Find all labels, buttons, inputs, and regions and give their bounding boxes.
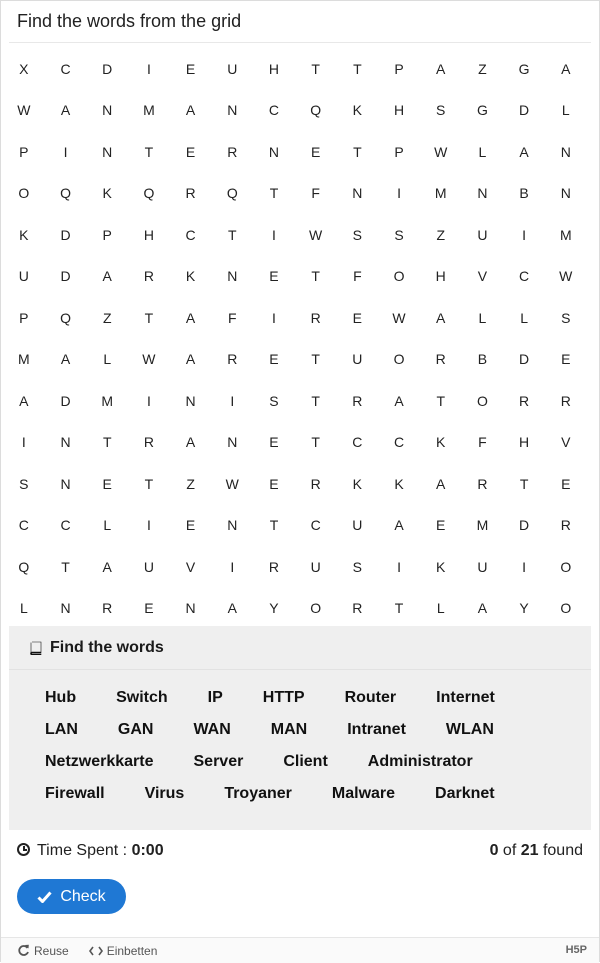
grid-cell[interactable]: A: [394, 517, 404, 534]
grid-cell[interactable]: M: [18, 351, 30, 368]
grid-cell[interactable]: R: [310, 309, 321, 326]
grid-cell[interactable]: R: [519, 392, 530, 409]
grid-cell[interactable]: T: [436, 392, 445, 409]
grid-cell[interactable]: K: [185, 268, 196, 285]
grid-cell[interactable]: S: [436, 102, 446, 119]
grid-cell[interactable]: C: [60, 517, 71, 534]
grid-cell[interactable]: M: [143, 102, 155, 119]
grid-cell[interactable]: D: [519, 351, 530, 368]
grid-cell[interactable]: H: [268, 60, 280, 77]
grid-cell[interactable]: R: [352, 600, 363, 617]
grid-cell[interactable]: U: [18, 268, 29, 285]
grid-cell[interactable]: L: [103, 351, 112, 368]
grid-cell[interactable]: Z: [478, 60, 487, 77]
grid-cell[interactable]: W: [392, 309, 406, 326]
grid-cell[interactable]: W: [225, 475, 239, 492]
word-item: WLAN: [445, 721, 494, 738]
grid-cell[interactable]: R: [143, 434, 154, 451]
grid-cell[interactable]: I: [272, 226, 276, 243]
reuse-icon: [17, 944, 30, 957]
grid-cell[interactable]: K: [19, 226, 29, 243]
grid-cell[interactable]: T: [394, 600, 404, 617]
stats-bar: [17, 841, 583, 861]
grid-cell[interactable]: A: [19, 392, 29, 409]
grid-cell[interactable]: C: [310, 517, 321, 534]
grid-cell[interactable]: P: [394, 143, 404, 160]
grid-cell[interactable]: S: [269, 392, 279, 409]
grid-cell[interactable]: A: [102, 558, 112, 575]
grid-cell[interactable]: K: [394, 475, 404, 492]
grid-cell[interactable]: A: [477, 600, 488, 617]
grid-cell[interactable]: R: [352, 392, 363, 409]
check-button[interactable]: [17, 879, 126, 914]
grid-cell[interactable]: A: [436, 60, 446, 77]
grid-cell[interactable]: E: [269, 434, 279, 451]
grid-cell[interactable]: H: [393, 102, 405, 119]
grid-cell[interactable]: L: [436, 600, 445, 617]
checkmark-icon: [37, 891, 52, 903]
word-item: Virus: [144, 785, 185, 802]
grid-cell[interactable]: E: [144, 600, 154, 617]
embed-label: Einbetten: [106, 943, 158, 958]
grid-cell[interactable]: D: [519, 102, 530, 119]
grid-cell[interactable]: P: [19, 143, 29, 160]
title-divider: [9, 42, 591, 43]
grid-cell[interactable]: I: [230, 558, 235, 575]
grid-cell[interactable]: I: [21, 434, 26, 451]
grid-cell[interactable]: T: [311, 351, 320, 368]
grid-cell[interactable]: Q: [60, 309, 71, 326]
grid-cell[interactable]: I: [146, 60, 151, 77]
grid-cell[interactable]: N: [352, 185, 363, 202]
time-spent: [17, 842, 164, 860]
grid-cell[interactable]: E: [436, 517, 446, 534]
grid-cell[interactable]: N: [185, 600, 196, 617]
word-item: WAN: [193, 721, 231, 738]
grid-cell[interactable]: A: [185, 102, 196, 119]
grid-cell[interactable]: E: [102, 475, 112, 492]
grid-cell[interactable]: S: [19, 475, 29, 492]
grid-cell[interactable]: N: [227, 268, 238, 285]
word-item: Router: [344, 689, 397, 706]
grid-cell[interactable]: K: [436, 434, 446, 451]
grid-cell[interactable]: F: [311, 185, 320, 202]
grid-cell[interactable]: W: [17, 102, 31, 119]
grid-cell[interactable]: N: [477, 185, 488, 202]
word-item: Darknet: [435, 785, 495, 802]
grid-cell[interactable]: L: [561, 102, 570, 119]
time-value: 0:00: [131, 842, 164, 859]
grid-cell[interactable]: T: [311, 434, 320, 451]
grid-cell[interactable]: R: [268, 558, 280, 575]
grid-cell[interactable]: N: [560, 143, 571, 160]
grid-cell[interactable]: I: [272, 309, 276, 326]
grid-cell[interactable]: F: [353, 268, 362, 285]
grid-cell[interactable]: G: [476, 102, 488, 119]
word-item: HTTP: [262, 689, 305, 706]
grid-cell[interactable]: S: [394, 226, 404, 243]
grid-cell[interactable]: E: [352, 309, 363, 326]
grid-cell[interactable]: N: [227, 434, 238, 451]
word-item: Firewall: [45, 785, 105, 802]
grid-cell[interactable]: S: [561, 309, 571, 326]
grid-cell[interactable]: T: [102, 434, 112, 451]
grid-cell[interactable]: U: [352, 517, 363, 534]
grid-cell[interactable]: E: [185, 60, 196, 77]
grid-cell[interactable]: Y: [519, 600, 529, 617]
grid-cell[interactable]: P: [394, 60, 404, 77]
grid-cell[interactable]: N: [60, 434, 71, 451]
grid-cell[interactable]: P: [19, 309, 29, 326]
grid-cell[interactable]: N: [185, 392, 196, 409]
words-panel-header: [9, 626, 591, 670]
grid-cell[interactable]: R: [435, 351, 446, 368]
grid-cell[interactable]: D: [102, 60, 113, 77]
grid-cell[interactable]: R: [227, 351, 238, 368]
grid-cell[interactable]: L: [520, 309, 528, 326]
grid-cell[interactable]: V: [477, 268, 488, 285]
grid-cell[interactable]: T: [144, 309, 154, 326]
task-title: Find the words from the grid: [17, 11, 242, 31]
check-button-label: Check: [60, 887, 106, 905]
grid-cell[interactable]: C: [519, 268, 530, 285]
word-item: Server: [193, 753, 244, 770]
grid-cell[interactable]: I: [397, 558, 401, 575]
found-count: 0: [489, 842, 499, 859]
word-item: Netzwerkkarte: [45, 753, 154, 770]
grid-cell[interactable]: T: [228, 226, 237, 243]
grid-cell[interactable]: A: [60, 102, 71, 119]
grid-cell[interactable]: F: [478, 434, 487, 451]
grid-cell[interactable]: W: [434, 143, 448, 160]
grid-cell[interactable]: C: [18, 517, 29, 534]
grid-cell[interactable]: U: [143, 558, 154, 575]
word-item: Hub: [45, 689, 77, 706]
grid-cell[interactable]: U: [352, 351, 363, 368]
grid-cell[interactable]: I: [63, 143, 68, 160]
grid-cell[interactable]: N: [560, 185, 571, 202]
footer: [1, 937, 599, 963]
grid-cell[interactable]: O: [476, 392, 488, 409]
grid-cell[interactable]: C: [268, 102, 280, 119]
grid-cell[interactable]: N: [268, 143, 280, 160]
word-item: Administrator: [367, 753, 473, 770]
grid-cell[interactable]: T: [144, 475, 154, 492]
grid-cell[interactable]: R: [310, 475, 321, 492]
grid-cell[interactable]: I: [397, 185, 401, 202]
found-text: found: [538, 842, 583, 859]
grid-cell[interactable]: X: [19, 60, 29, 77]
h5p-logo[interactable]: H5P: [565, 944, 587, 956]
grid-cell[interactable]: M: [101, 392, 114, 409]
grid-cell[interactable]: O: [18, 185, 30, 202]
grid-cell[interactable]: T: [519, 475, 529, 492]
grid-cell[interactable]: I: [522, 558, 527, 575]
grid-cell[interactable]: U: [227, 60, 238, 77]
grid-cell[interactable]: B: [519, 185, 529, 202]
grid-cell[interactable]: T: [353, 143, 362, 160]
grid-cell[interactable]: R: [143, 268, 154, 285]
word-item: Internet: [436, 689, 495, 706]
book-icon: [29, 641, 43, 655]
grid-cell[interactable]: T: [144, 143, 154, 160]
code-icon: [89, 946, 103, 956]
time-label: Time Spent :: [37, 842, 132, 859]
grid-cell[interactable]: N: [60, 475, 71, 492]
grid-cell[interactable]: O: [560, 558, 572, 575]
words-panel-heading: Find the words: [50, 638, 164, 656]
grid-cell[interactable]: D: [60, 268, 71, 285]
grid-cell[interactable]: T: [353, 60, 362, 77]
grid-cell[interactable]: E: [561, 475, 571, 492]
grid-cell[interactable]: E: [269, 268, 279, 285]
grid-cell[interactable]: I: [230, 392, 235, 409]
grid-cell[interactable]: N: [227, 102, 238, 119]
grid-cell[interactable]: T: [311, 268, 320, 285]
grid-cell[interactable]: Q: [60, 185, 71, 202]
grid-cell[interactable]: R: [560, 392, 571, 409]
word-item: Troyaner: [224, 785, 292, 802]
grid-cell[interactable]: V: [185, 558, 196, 575]
word-item: LAN: [45, 721, 78, 738]
grid-cell[interactable]: E: [561, 351, 571, 368]
grid-cell[interactable]: E: [310, 143, 321, 160]
grid-cell[interactable]: T: [61, 558, 70, 575]
grid-cell[interactable]: O: [393, 268, 405, 285]
grid-cell[interactable]: Y: [269, 600, 279, 617]
grid-cell[interactable]: I: [146, 392, 151, 409]
grid-cell[interactable]: C: [352, 434, 363, 451]
grid-cell[interactable]: T: [269, 185, 279, 202]
words-panel: [9, 626, 591, 830]
grid-cell[interactable]: A: [60, 351, 71, 368]
clock-icon: [17, 843, 30, 856]
grid-cell[interactable]: A: [394, 392, 404, 409]
grid-cell[interactable]: O: [393, 351, 405, 368]
grid-cell[interactable]: O: [560, 600, 572, 617]
reuse-link[interactable]: [17, 944, 69, 958]
grid-cell[interactable]: Z: [102, 309, 112, 326]
grid-cell[interactable]: G: [518, 60, 530, 77]
grid-cell[interactable]: I: [146, 517, 151, 534]
found-counter: [490, 842, 583, 860]
word-item: Switch: [116, 689, 168, 706]
grid-cell[interactable]: R: [227, 143, 238, 160]
grid-cell[interactable]: N: [60, 600, 71, 617]
of-text: of: [498, 842, 521, 859]
grid-cell[interactable]: M: [476, 517, 489, 534]
grid-cell[interactable]: A: [102, 268, 112, 285]
grid-cell[interactable]: C: [393, 434, 405, 451]
grid-cell[interactable]: C: [185, 226, 196, 243]
grid-cell[interactable]: K: [102, 185, 112, 202]
grid-cell[interactable]: T: [269, 517, 279, 534]
grid-cell[interactable]: T: [311, 392, 320, 409]
grid-cell[interactable]: U: [477, 558, 488, 575]
grid-cell[interactable]: B: [477, 351, 488, 368]
grid-cell[interactable]: L: [478, 143, 487, 160]
grid-cell[interactable]: N: [102, 102, 113, 119]
grid-cell[interactable]: W: [142, 351, 156, 368]
word-item: GAN: [117, 721, 154, 738]
grid-cell[interactable]: W: [309, 226, 323, 243]
total-count: 21: [520, 842, 539, 859]
grid-cell[interactable]: T: [311, 60, 320, 77]
grid-cell[interactable]: K: [352, 475, 363, 492]
grid-cell[interactable]: A: [519, 143, 529, 160]
grid-cell[interactable]: M: [559, 226, 572, 243]
word-item: Client: [283, 753, 328, 770]
word-item: Intranet: [347, 721, 406, 738]
grid-cell[interactable]: V: [561, 434, 571, 451]
grid-cell[interactable]: Z: [436, 226, 445, 243]
grid-cell[interactable]: K: [352, 102, 363, 119]
grid-cell[interactable]: E: [269, 475, 279, 492]
grid-cell[interactable]: Q: [226, 185, 238, 202]
grid-cell[interactable]: N: [227, 517, 238, 534]
grid-cell[interactable]: Q: [18, 558, 30, 575]
grid-cell[interactable]: A: [185, 309, 196, 326]
grid-cell[interactable]: E: [185, 143, 196, 160]
grid-cell[interactable]: H: [143, 226, 154, 243]
grid-cell[interactable]: U: [477, 226, 488, 243]
grid-cell[interactable]: F: [228, 309, 237, 326]
grid-cell[interactable]: S: [352, 226, 363, 243]
grid-cell[interactable]: Q: [143, 185, 155, 202]
grid-cell[interactable]: N: [102, 143, 113, 160]
grid-cell[interactable]: M: [434, 185, 447, 202]
grid-cell[interactable]: R: [560, 517, 571, 534]
word-item: Malware: [331, 785, 396, 802]
reuse-label: Reuse: [34, 943, 69, 958]
grid-cell[interactable]: L: [19, 600, 28, 617]
grid-cell[interactable]: L: [103, 517, 112, 534]
grid-cell[interactable]: D: [60, 226, 71, 243]
grid-cell[interactable]: R: [102, 600, 113, 617]
grid-cell[interactable]: I: [522, 226, 527, 243]
grid-cell[interactable]: E: [269, 351, 279, 368]
grid-cell[interactable]: L: [478, 309, 487, 326]
grid-cell[interactable]: D: [519, 517, 530, 534]
word-item: IP: [207, 689, 223, 706]
word-item: MAN: [270, 721, 308, 738]
grid-cell[interactable]: R: [477, 475, 488, 492]
grid-cell[interactable]: H: [435, 268, 446, 285]
word-list: [9, 670, 591, 816]
grid-cell[interactable]: E: [185, 517, 196, 534]
grid-cell[interactable]: A: [561, 60, 571, 77]
grid-cell[interactable]: R: [185, 185, 196, 202]
letter-grid[interactable]: [3, 48, 587, 629]
grid-cell[interactable]: O: [310, 600, 322, 617]
grid-cell[interactable]: A: [227, 600, 237, 617]
grid-cell[interactable]: C: [60, 60, 71, 77]
embed-link[interactable]: [89, 944, 158, 958]
grid-cell[interactable]: Q: [310, 102, 322, 119]
grid-cell[interactable]: P: [102, 226, 112, 243]
grid-cell[interactable]: A: [436, 309, 446, 326]
grid-cell[interactable]: D: [60, 392, 71, 409]
grid-cell[interactable]: A: [185, 434, 196, 451]
grid-cell[interactable]: H: [519, 434, 530, 451]
grid-cell[interactable]: S: [352, 558, 363, 575]
grid-cell[interactable]: A: [185, 351, 196, 368]
grid-cell[interactable]: A: [436, 475, 446, 492]
grid-cell[interactable]: K: [436, 558, 446, 575]
grid-cell[interactable]: Z: [186, 475, 195, 492]
grid-cell[interactable]: U: [310, 558, 321, 575]
grid-cell[interactable]: W: [559, 268, 573, 285]
